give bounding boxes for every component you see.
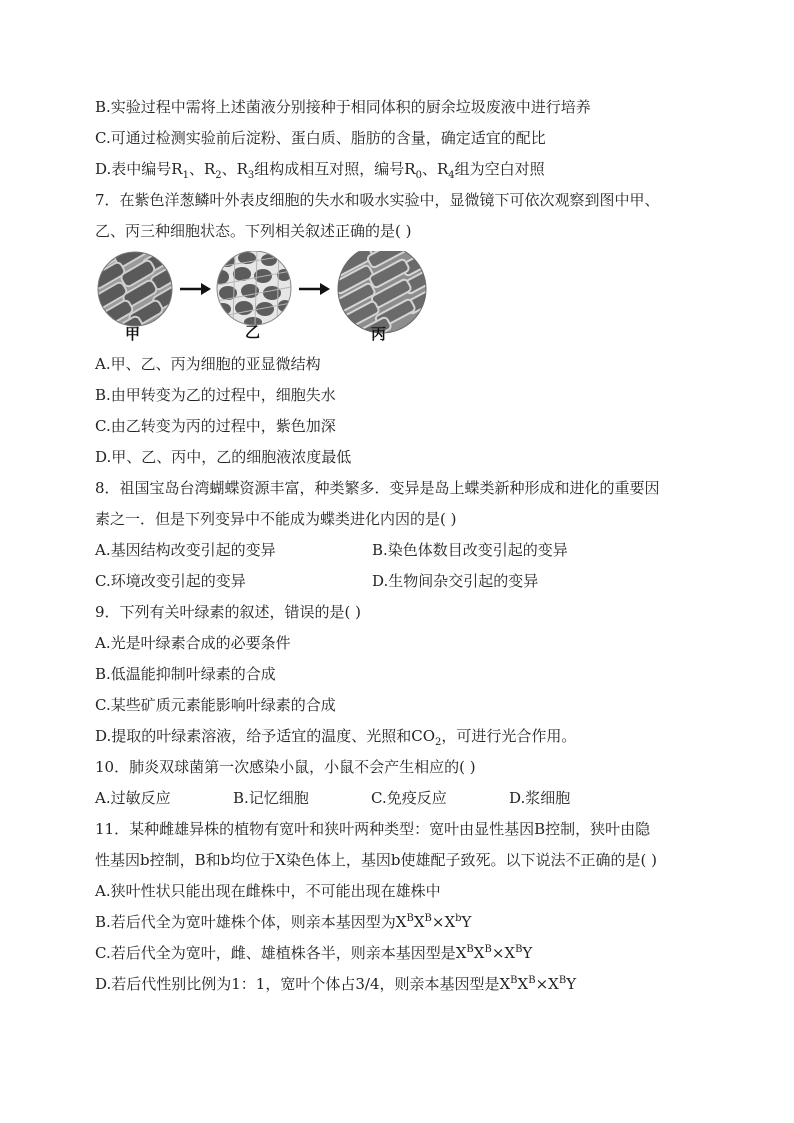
q8-option-c: C.环境改变引起的变异 xyxy=(95,572,246,590)
q10-option-b: B.记忆细胞 xyxy=(233,789,309,807)
q7-stem-line-2: 乙、丙三种细胞状态。下列相关叙述正确的是( ) xyxy=(95,222,412,240)
q10-stem: 10．肺炎双球菌第一次感染小鼠，小鼠不会产生相应的( ) xyxy=(95,758,476,776)
arrow-right-icon xyxy=(180,283,211,295)
q11-option-c: C.若后代全为宽叶，雌、雄植株各半，则亲本基因型是$X^BX^B\times X^BY$ xyxy=(95,944,533,962)
q8-stem-line-1: 8．祖国宝岛台湾蝴蝶资源丰富，种类繁多．变异是岛上蝶类新种形成和进化的重要因 xyxy=(95,479,660,497)
q11-stem-line-1: 11．某种雌雄异株的植物有宽叶和狭叶两种类型：宽叶由显性基因B控制，狭叶由隐 xyxy=(95,820,651,838)
q7-cell-figure xyxy=(95,251,715,343)
q8-options-row-2 xyxy=(95,566,715,597)
q9-option-b: B.低温能抑制叶绿素的合成 xyxy=(95,665,276,683)
q8-option-d: D.生物间杂交引起的变异 xyxy=(372,572,539,590)
q7-stem-line-1: 7．在紫色洋葱鳞叶外表皮细胞的失水和吸水实验中，显微镜下可依次观察到图中甲、 xyxy=(95,191,660,209)
q11-option-a: A.狭叶性状只能出现在雌株中，不可能出现在雄株中 xyxy=(95,882,441,900)
q9-option-c: C.某些矿质元素能影响叶绿素的合成 xyxy=(95,696,336,714)
q9-stem: 9．下列有关叶绿素的叙述，错误的是( ) xyxy=(95,603,362,621)
q10-option-c: C.免疫反应 xyxy=(371,789,447,807)
q11-stem-line-2: 性基因b控制，B和b均位于X染色体上，基因b使雄配子致死。以下说法不正确的是( ) xyxy=(95,851,657,869)
q10-option-d: D.浆细胞 xyxy=(509,789,571,807)
q8-option-a: A.基因结构改变引起的变异 xyxy=(95,541,276,559)
q7-option-b: B.由甲转变为乙的过程中，细胞失水 xyxy=(95,386,336,404)
q7-option-a: A.甲、乙、丙为细胞的亚显微结构 xyxy=(95,355,321,373)
question-content xyxy=(95,92,715,1000)
cell-state-yi-image xyxy=(213,251,292,327)
q9-option-a: A.光是叶绿素合成的必要条件 xyxy=(95,634,291,652)
q8-options-row-1 xyxy=(95,535,715,566)
figure-label-yi: 乙 xyxy=(245,323,261,341)
arrow-right-icon xyxy=(299,283,330,295)
q6-option-d: D.表中编号$R_1$、$R_2$、$R_3$组构成相互对照，编号$R_0$、$R_4$组为空白对照 xyxy=(95,160,545,181)
q10-options-row xyxy=(95,783,715,814)
q10-option-a: A.过敏反应 xyxy=(95,789,171,807)
figure-label-bing: 丙 xyxy=(371,325,387,343)
q6-option-c: C.可通过检测实验前后淀粉、蛋白质、脂肪的含量，确定适宜的配比 xyxy=(95,129,546,147)
q9-option-d: D.提取的叶绿素溶液，给予适宜的温度、光照和$CO_2$，可进行光合作用。 xyxy=(95,727,577,748)
q8-stem-line-2: 素之一．但是下列变异中不能成为蝶类进化内因的是( ) xyxy=(95,510,457,528)
q11-option-d: D.若后代性别比例为1：1，宽叶个体占3/4，则亲本基因型是$X^BX^B\times X^BY$ xyxy=(95,975,577,993)
q11-option-b: B.若后代全为宽叶雄株个体，则亲本基因型为$X^BX^B\times X^bY$ xyxy=(95,913,472,931)
q6-option-b: B.实验过程中需将上述菌液分别接种于相同体积的厨余垃圾废液中进行培养 xyxy=(95,98,591,116)
q7-option-c: C.由乙转变为丙的过程中，紫色加深 xyxy=(95,417,336,435)
q8-option-b: B.染色体数目改变引起的变异 xyxy=(372,541,568,559)
q7-option-d: D.甲、乙、丙中，乙的细胞液浓度最低 xyxy=(95,448,352,466)
figure-label-jia: 甲 xyxy=(125,325,141,343)
